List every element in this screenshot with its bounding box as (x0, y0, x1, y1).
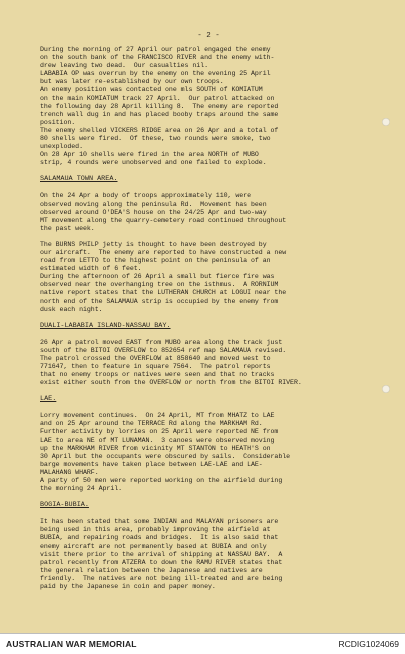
block-gap (40, 510, 377, 518)
record-id: RCDIG1024069 (338, 639, 399, 649)
punch-hole (382, 118, 390, 126)
page-content (40, 46, 377, 591)
block-gap (40, 314, 377, 322)
body-paragraph: The BURNS PHILP jetty is thought to have been destroyed by our aircraft. The enemy are reported to have constructed a new road from LETTO to the highest point on the peninsula of an estimated width of 6 feet. During the afternoon of 26 April a small but fierce fire was observed near the overhanging tree on the isthmus. A RORNIUM native report states that the LUTHERAN CHURCH at LOGUI near the north end of the SALAMAUA strip is occupied by the enemy from dusk each night. (40, 240, 287, 313)
block-gap (40, 404, 377, 412)
block-gap (40, 184, 377, 192)
body-paragraph: It has been stated that some INDIAN and MALAYAN prisoners are being used in this area, probably improving the airfield at BUBIA, and repairing roads and bridges. It is also said that enemy aircraft are not permanently based at BUBIA and only visit there prior to the arrival of shipping at NASSAU BAY. A patrol recently from ATZERA to down the RAMU RIVER states that the general relation between the Japanese and natives are friendly. The natives are not being ill-treated and are being paid by the Japanese in coin and paper money. (40, 518, 283, 590)
block-gap (40, 493, 377, 501)
section-heading: DUALI-LABABIA ISLAND-NASSAU BAY. (40, 321, 171, 330)
page-number: - 2 - (197, 32, 220, 40)
section-heading: SALAMAUA TOWN AREA. (40, 175, 118, 184)
archive-footer (0, 633, 405, 654)
body-paragraph: During the morning of 27 April our patrol engaged the enemy on the south bank of the FRANCISCO RIVER and the enemy with- drew leaving two dead. Our casualties nil. LABABIA OP was overrun by the enemy on the evening 25 April but was later re-established by our own troops. An enemy position was contacted one mls SOUTH of KOMIATUM on the main KOMIATUM track 27 April. Our patrol attacked on the following day 28 April killing 8. The enemy are reported trench wall dug in and has placed booby traps around the same position. The enemy shelled VICKERS RIDGE area on 26 Apr and a total of 80 shells were fired. Of these, two rounds were smoke, two unexploded. On 28 Apr 10 shells were fired in the area NORTH of MUBO strip, 4 rounds were unobserved and one failed to explode. (40, 46, 279, 167)
body-paragraph: 26 Apr a patrol moved EAST from MUBO area along the track just south of the BITOI OVERFLOW to 852654 ref map SALAMAUA revised. The patrol crossed the OVERFLOW at 858640 and moved west to 771647, then to feature in square 7564. The patrol reports that no enemy troops or natives were seen and that no tracks exist either south from the OVERFLOW or north from the BITOI RIVER. (40, 338, 302, 387)
body-paragraph: Lorry movement continues. On 24 April, MT from MHATZ to LAE and on 25 Apr around the TERRACE Rd along the MARKHAM Rd. Further activity by lorries on 25 April were reported NE from LAE to area NE of MT LUNAMAN. 3 canoes were observed moving up the MARKHAM RIVER from vicinity MT STANTON to HEATH'S on 30 April but the occupants were obscured by sails. Considerable barge movements have taken place between LAE-LAE and LAE- MALAHANG WHARF. A party of 50 men were reported working on the airfield during the morning 24 April. (40, 412, 291, 493)
section-heading: BOGIA-BUBIA. (40, 501, 89, 510)
body-paragraph: On the 24 Apr a body of troops approximately 110, were observed moving along the peninsula Rd. Movement has been observed around O'DEA'S house on the 24/25 Apr and two-way MT movement along the quarry-cemetery road continued throughout the past week. (40, 192, 287, 232)
block-gap (40, 387, 377, 395)
section-heading: LAE. (40, 395, 57, 404)
archive-name: AUSTRALIAN WAR MEMORIAL (6, 639, 137, 649)
punch-hole (382, 385, 390, 393)
block-gap (40, 331, 377, 339)
block-gap (40, 167, 377, 175)
block-gap (40, 233, 377, 241)
